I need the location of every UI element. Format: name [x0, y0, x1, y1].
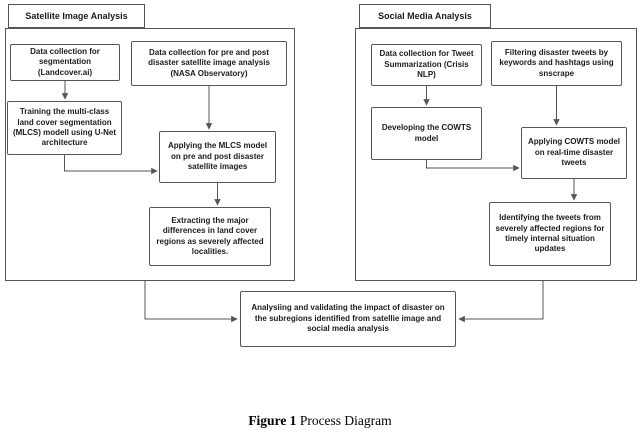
figure-caption-text: Process Diagram — [299, 413, 392, 428]
node-data-collection-pre-post: Data collection for pre and post disaster satellite image analysis (NASA Observatory) — [131, 41, 287, 86]
arrow-train-to-apply — [65, 155, 158, 171]
node-data-collection-tweets: Data collection for Tweet Summarization (Crisis NLP) — [371, 44, 482, 86]
social-analysis-title: Social Media Analysis — [359, 4, 491, 28]
node-extracting-differences: Extracting the major differences in land cover regions as severely affected localities. — [149, 207, 271, 266]
node-identifying-tweets: Identifying the tweets from severely affected regions for timely internal situation updates — [489, 202, 611, 266]
node-training-mlcs-model: Training the multi-class land cover segmentation (MLCS) modell using U-Net architecture — [7, 101, 122, 155]
node-developing-cowts: Developing the COWTS model — [371, 107, 482, 160]
satellite-analysis-title: Satellite Image Analysis — [8, 4, 145, 28]
node-analysing-validating-impact: Analysiing and validating the impact of disaster on the subregions identified from satellie image and social media analysis — [240, 291, 456, 347]
node-applying-cowts: Applying COWTS model on real-time disaster tweets — [521, 127, 627, 179]
node-data-collection-segmentation: Data collection for segmentation (Landcover.ai) — [10, 44, 120, 81]
arrow-social-to-combined — [459, 281, 543, 319]
figure-caption-label: Figure 1 — [248, 413, 297, 428]
node-filtering-tweets: Filtering disaster tweets by keywords and hashtags using snscrape — [491, 41, 622, 86]
node-applying-mlcs-model: Applying the MLCS model on pre and post disaster satellite images — [159, 131, 276, 183]
arrow-develop-to-apply-cowts — [427, 160, 520, 168]
arrow-satellite-to-combined — [145, 281, 237, 319]
